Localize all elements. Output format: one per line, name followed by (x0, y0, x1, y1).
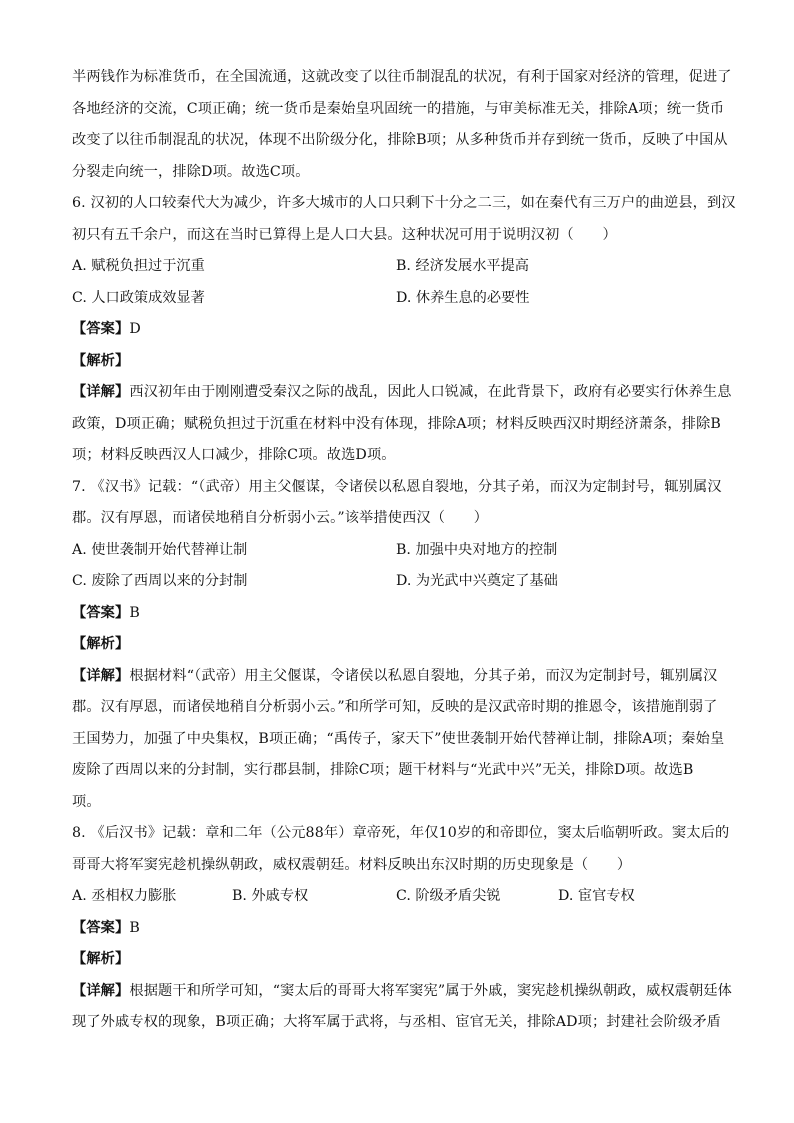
answer-value: B (129, 919, 140, 936)
question-stem: 郡。汉有厚恩，而诸侯地稍自分析弱小云。”该举措使西汉（ ） (72, 510, 489, 526)
option-c: C. 阶级矛盾尖锐 (396, 888, 501, 904)
prior-explanation (72, 62, 732, 188)
option-b: B. 外戚专权 (232, 888, 309, 904)
question-stem: 8. 《后汉书》记载：章和二年（公元88年）章帝死，年仅10岁的和帝即位，窦太后临朝听政。窦太后的 (72, 825, 730, 841)
analysis-tag: 【解析】 (72, 636, 130, 652)
analysis-line (72, 944, 724, 976)
question-6 (72, 188, 736, 472)
question-stem: 哥哥大将军窦宪趁机操纵朝政，威权震朝廷。材料反映出东汉时期的历史现象是（ ） (72, 856, 632, 873)
analysis-line (72, 629, 724, 661)
answer-line (72, 598, 724, 630)
detail-tag: 【详解】 (72, 384, 130, 400)
answer-line (72, 913, 724, 945)
detail-text: 西汉初年由于刚刚遭受秦汉之际的战乱，因此人口锐减，在此背景下，政府有必要实行休养生息 (129, 384, 732, 400)
detail-line: 政策，D项正确；赋税负担过于沉重在材料中没有体现，排除A项；材料反映西汉时期经济萧条，排除B (72, 415, 722, 432)
detail-tag: 【详解】 (72, 667, 130, 684)
detail-line: 项；材料反映西汉人口减少，排除C项。故选D项。 (72, 447, 396, 463)
option-a: A. 使世袭制开始代替禅让制 (72, 541, 248, 558)
options-row (72, 251, 724, 283)
document-page (72, 62, 736, 1039)
text-line: 分裂走向统一，排除D项。故选C项。 (72, 163, 310, 180)
option-c: C. 废除了西周以来的分封制 (72, 573, 248, 589)
question-stem: 初只有五千余户，而这在当时已算得上是人口大县。这种状况可用于说明汉初（ ） (72, 226, 617, 243)
options-row (72, 283, 724, 315)
option-d: D. 宦官专权 (558, 888, 635, 904)
analysis-tag: 【解析】 (72, 951, 130, 967)
detail-text: 根据材料“（武帝）用主父偃谋，令诸侯以私恩自裂地，分其子弟，而汉为定制封号，辄别属汉 (129, 667, 718, 684)
text-line: 改变了以往币制混乱的状况，体现不出阶级分化，排除B项；从多种货币并存到统一货币，反映了中国从 (72, 132, 728, 148)
option-d: D. 为光武中兴奠定了基础 (396, 573, 558, 589)
text-line: 各地经济的交流，C项正确；统一货币是秦始皇巩固统一的措施，与审美标准无关，排除A项；统一货币 (72, 100, 725, 117)
option-c: C. 人口政策成效显著 (72, 289, 205, 306)
option-b: B. 加强中央对地方的控制 (396, 541, 558, 558)
detail-text: 根据题干和所学可知，“窦太后的哥哥大将军窦宪”属于外戚，窦宪趁机操纵朝政，威权震朝廷体 (129, 982, 733, 999)
option-a: A. 丞相权力膨胀 (72, 888, 177, 904)
answer-value: B (129, 604, 140, 621)
option-a: A. 赋税负担过于沉重 (72, 258, 205, 274)
analysis-tag: 【解析】 (72, 352, 130, 369)
question-stem: 7. 《汉书》记载：“（武帝）用主父偃谋，令诸侯以私恩自裂地，分其子弟，而汉为定制封号，辄别属汉 (72, 478, 722, 495)
options-row (72, 535, 724, 567)
analysis-line (72, 346, 724, 378)
detail-line: 郡。汉有厚恩，而诸侯地稍自分析弱小云。”和所学可知，反映的是汉武帝时期的推恩令，该措施削弱了 (72, 699, 718, 715)
question-7 (72, 472, 724, 819)
detail-line (72, 661, 724, 693)
options-row (72, 566, 724, 598)
question-8 (72, 818, 733, 1039)
answer-value: D (129, 321, 141, 337)
answer-line (72, 314, 724, 346)
detail-line (72, 976, 733, 1008)
question-stem: 6. 汉初的人口较秦代大为减少，许多大城市的人口只剩下十分之二三，如在秦代有三万户的曲逆县，到汉 (72, 195, 736, 211)
option-d: D. 休养生息的必要性 (396, 289, 530, 306)
answer-tag: 【答案】 (72, 919, 130, 936)
detail-line: 项。 (72, 793, 101, 810)
option-b: B. 经济发展水平提高 (396, 258, 529, 274)
detail-line (72, 377, 732, 409)
options-row (72, 881, 724, 913)
answer-tag: 【答案】 (72, 321, 130, 337)
detail-line: 现了外戚专权的现象，B项正确；大将军属于武将，与丞相、宦官无关，排除AD项；封建社会阶级矛盾 (72, 1014, 722, 1030)
detail-line: 王国势力，加强了中央集权，B项正确；“禹传子，家天下”使世袭制开始代替禅让制，排除A项；秦始皇 (72, 730, 725, 747)
answer-tag: 【答案】 (72, 604, 130, 621)
text-line: 半两钱作为标准货币，在全国流通，这就改变了以往币制混乱的状况，有利于国家对经济的管理，促进了 (72, 69, 732, 85)
detail-line: 废除了西周以来的分封制，实行郡县制，排除C项；题干材料与“光武中兴”无关，排除D项。故选B (72, 762, 694, 778)
detail-tag: 【详解】 (72, 982, 130, 999)
